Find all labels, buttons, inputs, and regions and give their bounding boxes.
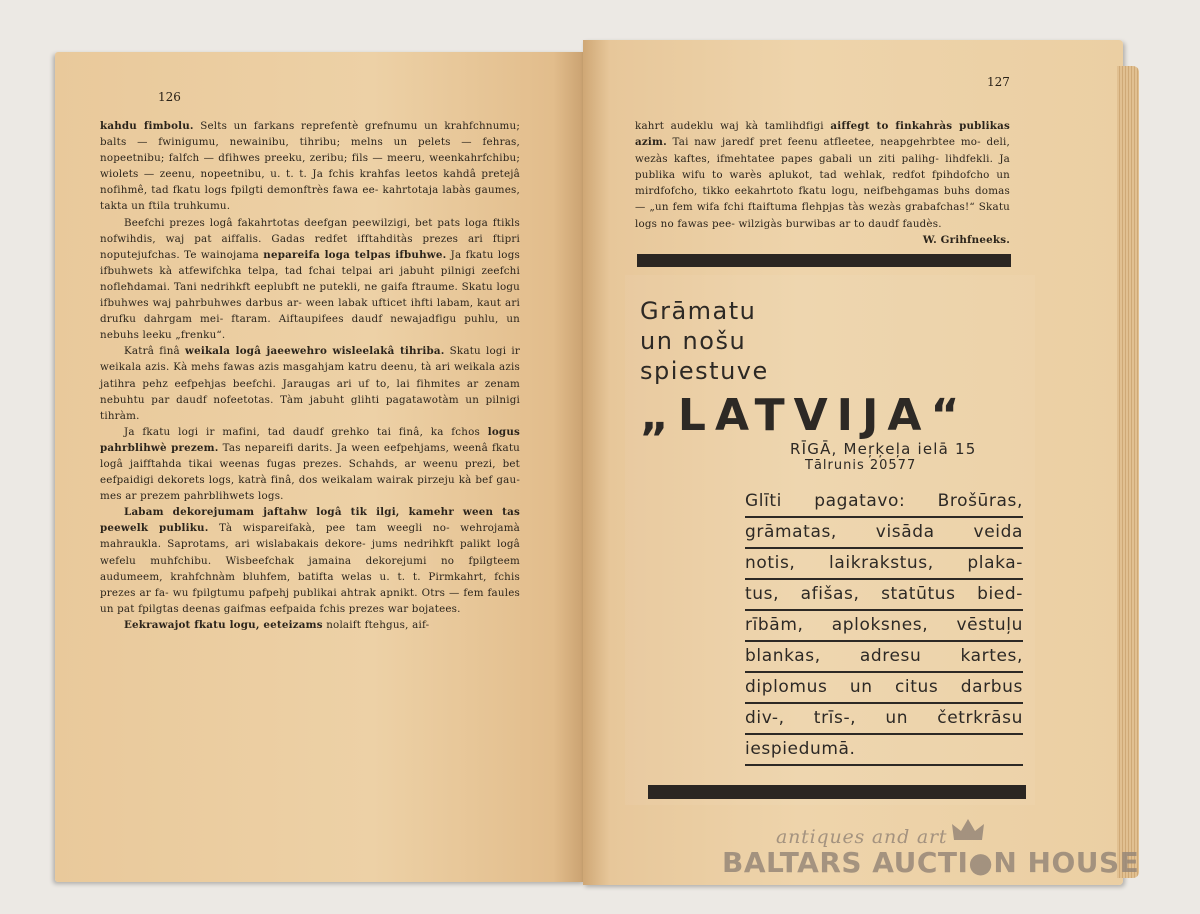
emphasis-text: weikala logâ jaeewehro wisleelakâ tihriba. — [185, 345, 445, 358]
ad-brand-name: „LATVIJA“ — [640, 390, 969, 441]
left-paragraph: Labam dekorejumam jaftahw logâ tik ilgi, kamehr ween tas peewelk publiku. Tà wispareifakà, pee tam weegli no- wehrojamà mahraukla. Saprotams, ari wislabakais dekore- jums nedrihkft palikt logâ wefelu muhfchibu. Wisbeefchak jamaina dekorejumi no fpilgteem audumeem, krahfchnàm bluhfem, batifta welas u. t. t. Pirmkahrt, fchis prezes ar fa- wu fpilgtumu pafpehj publikai ahtrak apnikt. Otrs — fem faules un pat fpilgtas deenas gaifmas eefpaida fchis prezes war bojatees. — [100, 506, 520, 615]
ad-service-line: rībām, aploksnes, vēstuļu — [745, 611, 1023, 642]
ad-top-rule — [637, 254, 1011, 267]
emphasis-text: nepareifa loga telpas ifbuhwe. — [263, 248, 447, 261]
left-page-number: 126 — [158, 90, 181, 104]
ad-address: RĪGĀ, Meŗķeļa ielā 15 — [790, 440, 977, 458]
emphasis-text: kahdu fimbolu. — [100, 120, 194, 132]
ad-heading-line: spiestuve — [640, 357, 769, 385]
ad-service-line: Glīti pagatavo: Brošūras, — [745, 487, 1023, 518]
ad-heading — [640, 296, 769, 386]
left-page-body — [100, 118, 520, 633]
ad-service-line: iespiedumā. — [745, 735, 1023, 766]
ad-service-line: notis, laikrakstus, plaka- — [745, 549, 1023, 580]
right-page-paragraph: kahrt audeklu waj kà tamlihdfigi aiffegt to finkahràs publikas azim. Tai naw jaredf pret feenu atfleetee, neapgehrbtee mo- deli, wezàs kaftes, ifmehtatee papes gabali un ziti palihg- lihdfekli. Ja publika wifu to warès aplukot, tad wehlak, redfot fpihdofcho un mirdfofcho, tikko eekahrtoto fkatu logu, neifbehgamas buhs domas — „un fem wifa fchi ftaiftuma flehpjas tàs wezàs grabafchas!“ Skatu logs no fawas pee- wilzigàs burwibas ar to daudf faudès. — [635, 120, 1010, 230]
crown-icon — [951, 818, 985, 842]
emphasis-text: logus pahrblihwè prezem. — [100, 425, 520, 454]
ad-service-line: grāmatas, visāda veida — [745, 518, 1023, 549]
watermark-brand: BALTARS AUCTI●N HOUSE — [722, 846, 1140, 879]
left-paragraph: Ja fkatu logi ir mafini, tad daudf grehko tai finâ, ka fchos logus pahrblihwè prezem. Tas nepareifi darits. Ja ween eefpehjams, weenâ fkatu logâ jaifftahda tikai weenas fugas prezes. Schahds, ar weenu prezi, bet eefpaidigi dekorets logs, katrà finâ, dos weikalam wairak pirzeju kà bef gau- mes ar prezem pahrblihwets logs. — [100, 425, 520, 503]
ad-services — [745, 487, 1023, 766]
ad-bottom-rule — [648, 785, 1026, 799]
ad-service-line: blankas, adresu kartes, — [745, 642, 1023, 673]
right-page-body — [635, 118, 1010, 248]
page-edges — [1117, 66, 1139, 878]
left-paragraph: Katrâ finâ weikala logâ jaeewehro wisleelakâ tihriba. Skatu logi ir weikala azis. Kà mehs fawas azis masgahjam katru deenu, tà ari weikala azis jatihra pehz eefpehjas beefchi. Jaraugas ari uf to, lai fihmites ar zenam nebuhtu par daudf nofeetotas. Tàm jabuht glihti pagatawotàm un pilnigi tihràm. — [100, 345, 520, 422]
ad-heading-line: un nošu — [640, 327, 747, 355]
watermark-tagline: antiques and art — [776, 826, 948, 848]
right-page-number: 127 — [987, 75, 1010, 89]
emphasis-text: Labam dekorejumam jaftahw logâ tik ilgi, kamehr ween tas peewelk publiku. — [100, 506, 520, 535]
ad-service-line: tus, afišas, statūtus bied- — [745, 580, 1023, 611]
ad-service-line: div-, trīs-, un četrkrāsu — [745, 704, 1023, 735]
ad-service-line: diplomus un citus darbus — [745, 673, 1023, 704]
emphasis-text: aiffegt to finkahràs publikas azim. — [635, 120, 1010, 149]
ad-heading-line: Grāmatu — [640, 297, 757, 325]
left-paragraph: Eekrawajot fkatu logu, eeteizams nolaift ftehgus, aif- — [124, 618, 430, 631]
article-signature: W. Grihfneeks. — [922, 234, 1010, 247]
left-paragraph: Beefchi prezes logâ fakahrtotas deefgan peewilzigi, bet pats loga ftikls nofwihdis, waj pat aiffalis. Gadas redfet ifftahditàs prezes ari ftipri noputejufchas. Te wainojama nepareifa loga telpas ifbuhwe. Ja fkatu logs ifbuhwets kà atfewifchka telpa, tad fchai telpai ari jabuht pilnigi zeefchi nofleħdamai. Tani nedrihkft eeplubft ne putekli, ne gaifa ftraume. Skatu logu ifbuhwes waj pahrbuhwes darbus ar- ween labak ufticet ihfti labam, kaut ari drufku dahrgam mei- ftaram. Aiftaupifees daudf newajadfigu puhlu, un nebuhs leeku „frenku“. — [100, 216, 520, 342]
emphasis-text: Eekrawajot fkatu logu, eeteizams — [124, 618, 323, 631]
left-paragraph: kahdu fimbolu. Selts un farkans reprefentè grefnumu un krahfchnumu; balts — fwinigumu, newainibu, tihribu; melns un pelets — fehras, nopeetnibu; falfch — dfihwes preeku, zeribu; fils — meeru, weenkahrfchibu; wiolets — zeenu, nopeetnibu, u. t. t. Ja fchis krahfas leetos kahdâ pretejâ nofihmê, tad fkatu logs fpilgti demonftrès fawa ee- kahrtotaja labàs gaumes, takta un ftila truhkumu. — [100, 120, 520, 213]
ad-phone: Tālrunis 20577 — [805, 458, 917, 473]
